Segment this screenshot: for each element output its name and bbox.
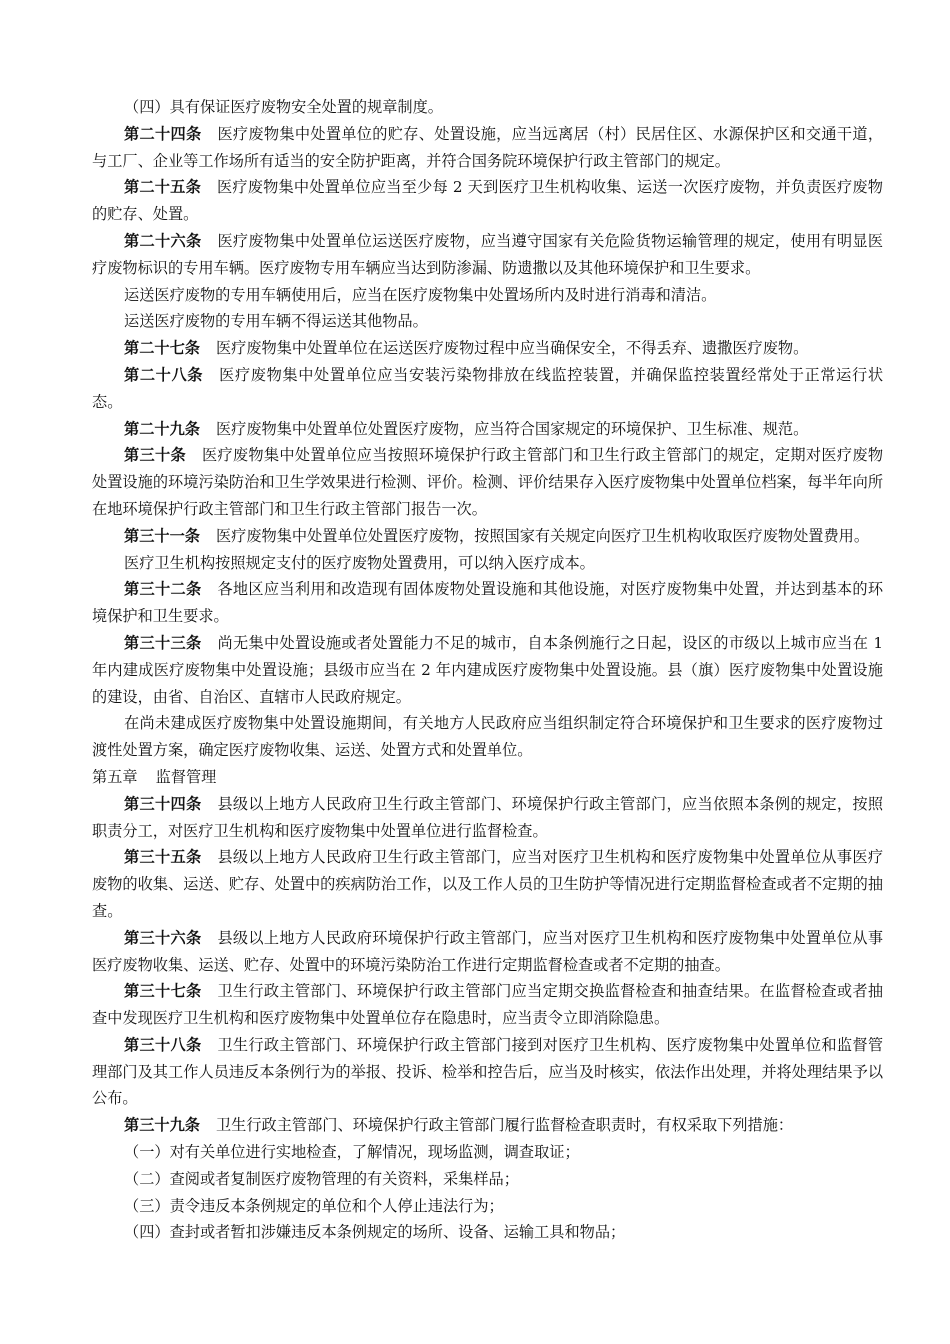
article-number: 第三十八条 <box>124 1035 202 1054</box>
article-number: 第三十六条 <box>124 928 202 947</box>
paragraph-text: 县级以上地方人民政府卫生行政主管部门，应当对医疗卫生机构和医疗废物集中处置单位从事医疗废物的收集、运送、贮存、处置中的疾病防治工作，以及工作人员的卫生防护等情况进行定期监督检查或者不定期的抽查。 <box>92 848 884 920</box>
article-paragraph <box>92 335 883 362</box>
article-number: 第三十一条 <box>124 526 200 545</box>
article-paragraph <box>92 362 883 416</box>
body-paragraph <box>92 308 883 335</box>
paragraph-text: 尚无集中处置设施或者处置能力不足的城市，自本条例施行之日起，设区的市级以上城市应当在 1 年内建成医疗废物集中处置设施；县级市应当在 2 年内建成医疗废物集中处置设施。县（旗）医疗废物集中处置设施的建设，由省、自治区、直辖市人民政府规定。 <box>92 633 883 706</box>
paragraph-text: 医疗废物集中处置单位应当至少每 2 天到医疗卫生机构收集、运送一次医疗废物，并负责医疗废物的贮存、处置。 <box>92 178 883 224</box>
paragraph-text: （一）对有关单位进行实地检查，了解情况，现场监测，调查取证； <box>124 1143 580 1162</box>
chapter-heading <box>92 764 883 791</box>
article-paragraph <box>92 978 883 1032</box>
paragraph-text: 卫生行政主管部门、环境保护行政主管部门履行监督检查职责时，有权采取下列措施： <box>215 1116 794 1135</box>
article-number: 第三十条 <box>124 446 186 465</box>
article-paragraph <box>92 174 883 228</box>
article-paragraph <box>92 121 883 175</box>
article-number: 第三十三条 <box>124 633 202 652</box>
paragraph-text: （二）查阅或者复制医疗废物管理的有关资料，采集样品； <box>124 1169 519 1188</box>
body-paragraph <box>92 94 883 121</box>
body-paragraph <box>92 1166 883 1193</box>
document-page <box>92 94 883 1246</box>
paragraph-text: 医疗废物集中处置单位在运送医疗废物过程中应当确保安全，不得丢弃、遗撒医疗废物。 <box>215 339 809 358</box>
body-paragraph <box>92 1193 883 1220</box>
paragraph-text: 卫生行政主管部门、环境保护行政主管部门接到对医疗卫生机构、医疗废物集中处置单位和监督管理部门及其工作人员违反本条例行为的举报、投诉、检举和控告后，应当及时核实，依法作出处理，并将处理结果予以公布。 <box>92 1035 884 1108</box>
paragraph-text: （四）具有保证医疗废物安全处置的规章制度。 <box>124 98 443 116</box>
paragraph-text: 医疗废物集中处置单位处置医疗废物，应当符合国家规定的环境保护、卫生标准、规范。 <box>215 419 809 438</box>
paragraph-text: 医疗废物集中处置单位运送医疗废物，应当遵守国家有关危险货物运输管理的规定，使用有明显医疗废物标识的专用车辆。医疗废物专用车辆应当达到防渗漏、防遗撒以及其他环境保护和卫生要求。 <box>92 231 884 277</box>
paragraph-text: 运送医疗废物的专用车辆不得运送其他物品。 <box>124 312 428 331</box>
article-paragraph <box>92 844 883 924</box>
article-number: 第三十九条 <box>124 1116 200 1135</box>
paragraph-text: 医疗废物集中处置单位处置医疗废物，按照国家有关规定向医疗卫生机构收取医疗废物处置费用。 <box>215 526 869 545</box>
article-number: 第三十五条 <box>124 848 202 867</box>
chapter-number: 第五章 <box>92 767 138 786</box>
article-number: 第二十六条 <box>124 231 202 250</box>
article-paragraph <box>92 523 883 550</box>
article-number: 第三十七条 <box>124 982 202 1001</box>
article-number: 第二十九条 <box>124 419 200 438</box>
article-number: 第二十五条 <box>124 178 201 197</box>
article-number: 第二十八条 <box>124 365 204 384</box>
article-paragraph <box>92 791 883 845</box>
body-paragraph <box>92 1219 883 1246</box>
paragraph-text: 医疗废物集中处置单位的贮存、处置设施，应当远离居（村）民居住区、水源保护区和交通干道，与工厂、企业等工作场所有适当的安全防护距离，并符合国务院环境保护行政主管部门的规定。 <box>92 124 884 170</box>
article-paragraph <box>92 416 883 443</box>
paragraph-text: （三）责令违反本条例规定的单位和个人停止违法行为； <box>124 1196 504 1215</box>
article-paragraph <box>92 442 883 522</box>
paragraph-text: 医疗卫生机构按照规定支付的医疗废物处置费用，可以纳入医疗成本。 <box>124 553 595 572</box>
paragraph-text: 县级以上地方人民政府环境保护行政主管部门，应当对医疗卫生机构和医疗废物集中处置单位从事医疗废物收集、运送、贮存、处置中的环境污染防治工作进行定期监督检查或者不定期的抽查。 <box>92 928 884 974</box>
body-paragraph <box>92 282 883 309</box>
paragraph-text: 医疗废物集中处置单位应当按照环境保护行政主管部门和卫生行政主管部门的规定，定期对医疗废物处置设施的环境污染防治和卫生学效果进行检测、评价。检测、评价结果存入医疗废物集中处置单位档案，每半年向所在地环境保护行政主管部门和卫生行政主管部门报告一次。 <box>92 446 884 518</box>
body-paragraph <box>92 550 883 577</box>
body-paragraph <box>92 710 883 764</box>
article-number: 第二十四条 <box>124 124 202 143</box>
article-paragraph <box>92 576 883 630</box>
paragraph-text: 在尚未建成医疗废物集中处置设施期间，有关地方人民政府应当组织制定符合环境保护和卫生要求的医疗废物过渡性处置方案，确定医疗废物收集、运送、处置方式和处置单位。 <box>92 714 883 760</box>
body-paragraph <box>92 1139 883 1166</box>
article-number: 第三十二条 <box>124 580 202 599</box>
article-number: 第二十七条 <box>124 339 200 358</box>
paragraph-text: （四）查封或者暂扣涉嫌违反本条例规定的场所、设备、运输工具和物品； <box>124 1223 626 1242</box>
paragraph-text: 各地区应当利用和改造现有固体废物处置设施和其他设施，对医疗废物集中处置，并达到基本的环境保护和卫生要求。 <box>92 580 884 626</box>
paragraph-text: 卫生行政主管部门、环境保护行政主管部门应当定期交换监督检查和抽查结果。在监督检查或者抽查中发现医疗卫生机构和医疗废物集中处置单位存在隐患时，应当责令立即消除隐患。 <box>92 982 884 1028</box>
article-paragraph <box>92 228 883 282</box>
article-number: 第三十四条 <box>124 794 202 813</box>
article-paragraph <box>92 1112 883 1139</box>
chapter-title: 监督管理 <box>155 767 217 786</box>
paragraph-text: 县级以上地方人民政府卫生行政主管部门、环境保护行政主管部门，应当依照本条例的规定，按照职责分工，对医疗卫生机构和医疗废物集中处置单位进行监督检查。 <box>92 794 884 840</box>
paragraph-text: 运送医疗废物的专用车辆使用后，应当在医疗废物集中处置场所内及时进行消毒和清洁。 <box>124 285 717 304</box>
article-paragraph <box>92 925 883 979</box>
article-paragraph <box>92 1032 883 1112</box>
article-paragraph <box>92 630 883 710</box>
paragraph-text: 医疗废物集中处置单位应当安装污染物排放在线监控装置，并确保监控装置经常处于正常运行状态。 <box>92 365 884 411</box>
